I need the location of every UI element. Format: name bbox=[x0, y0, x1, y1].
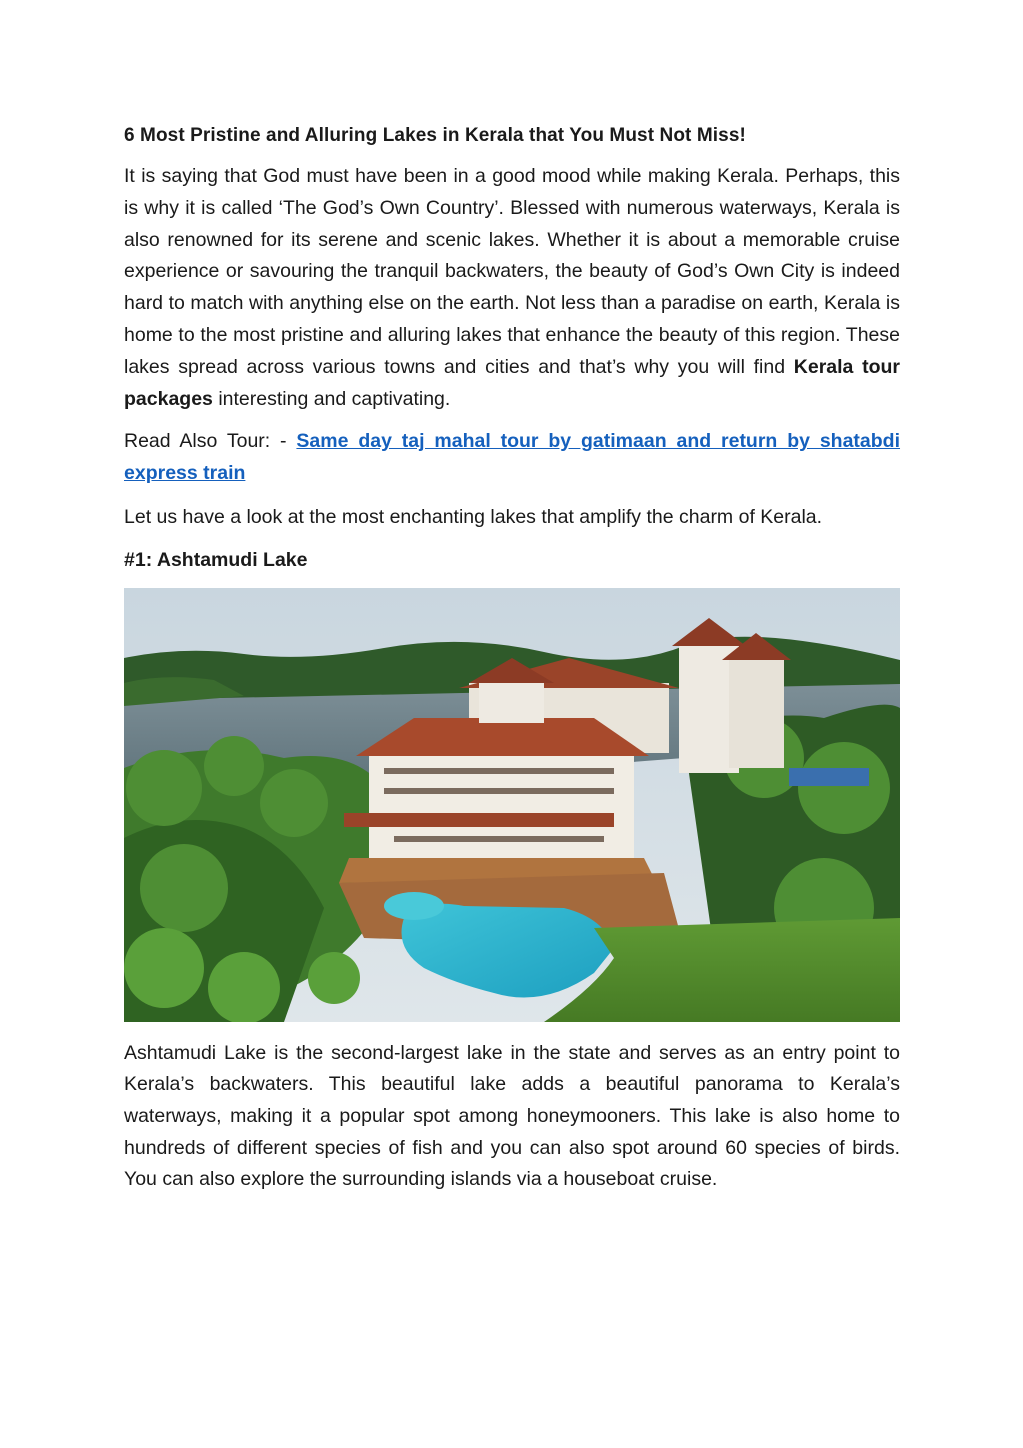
intro-end: interesting and captivating. bbox=[212, 387, 451, 410]
lake1-description: Ashtamudi Lake is the second-largest lake in the state and serves as an entry point to Kerala’s backwaters. This beautiful lake adds a beautiful panorama to Kerala’s waterways, making it a popular spot among honeymooners. This lake is also home to hundreds of different species of fish and you can also spot around 60 species of birds. You can also explore the surrounding islands via a houseboat cruise. bbox=[124, 1041, 900, 1191]
look-paragraph: Let us have a look at the most enchanting lakes that amplify the charm of Kerala. bbox=[124, 505, 823, 528]
lake1-heading: #1: Ashtamudi Lake bbox=[124, 548, 308, 571]
document-page bbox=[124, 123, 900, 1196]
kerala-tour-packages-bold: Kerala tour packages bbox=[124, 355, 901, 410]
intro-text: It is saying that God must have been in a good mood while making Kerala. Perhaps, this is why it is called ‘The God’s Own Country’. Blessed with numerous waterways, Kerala is also renowned for its serene and scenic lakes. Whether it is about a memorable cruise experience or savouring the tranquil backwaters, the beauty of God’s Own City is indeed hard to match with anything else on the earth. Not less than a paradise on earth, Kerala is home to the most pristine and alluring lakes that enhance the beauty of this region. These lakes spread across various towns and cities and that’s why you will find bbox=[124, 165, 900, 378]
ashtamudi-resort-photo bbox=[124, 588, 900, 1022]
taj-mahal-tour-link[interactable]: Same day taj mahal tour by gatimaan and return by shatabdi express train bbox=[124, 430, 901, 485]
intro-paragraph bbox=[124, 161, 900, 415]
read-also-paragraph bbox=[124, 426, 900, 490]
article-title: 6 Most Pristine and Alluring Lakes in Kerala that You Must Not Miss! bbox=[124, 125, 746, 146]
read-also-prefix: Read Also Tour: - bbox=[124, 430, 297, 453]
